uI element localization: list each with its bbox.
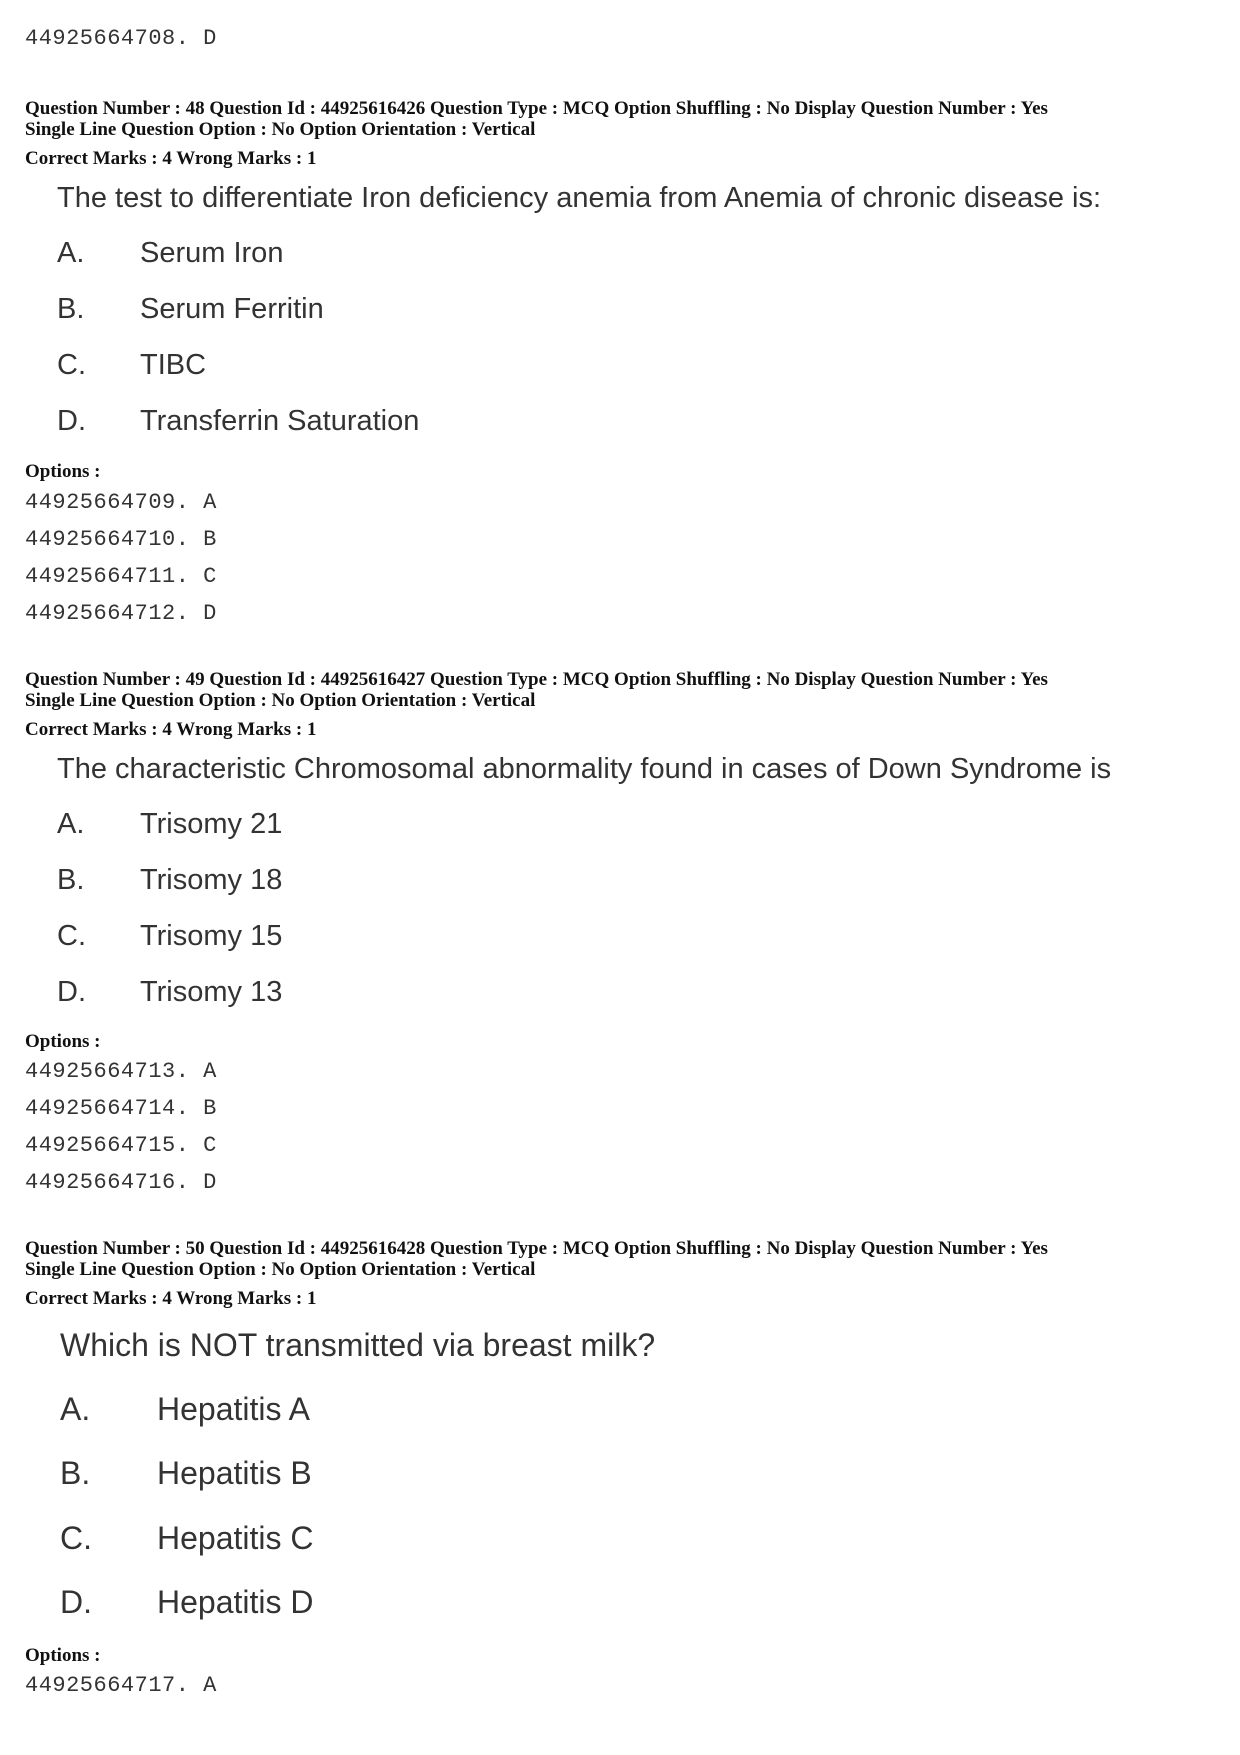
options-label: Options :	[25, 1031, 101, 1052]
choice-letter: C.	[60, 1520, 92, 1556]
option-id: 44925664714. B	[25, 1096, 217, 1121]
question-meta-line1: Question Number : 50 Question Id : 44925616428 Question Type : MCQ Option Shuffling : No Display Question Number : Yes	[25, 1238, 1048, 1259]
question-marks: Correct Marks : 4 Wrong Marks : 1	[25, 148, 317, 169]
choice-letter: D.	[57, 976, 86, 1008]
option-id: 44925664713. A	[25, 1059, 217, 1084]
choice-letter: B.	[57, 293, 85, 325]
choice-text: Hepatitis C	[157, 1520, 314, 1556]
choice-letter: C.	[57, 349, 86, 381]
option-id: 44925664712. D	[25, 601, 217, 626]
choice-letter: B.	[60, 1455, 91, 1491]
question-meta-line2: Single Line Question Option : No Option Orientation : Vertical	[25, 1259, 536, 1280]
choice-text: Hepatitis B	[157, 1455, 312, 1491]
question-meta-line2: Single Line Question Option : No Option Orientation : Vertical	[25, 690, 536, 711]
choice-text: Serum Ferritin	[140, 293, 324, 325]
choice-letter: A.	[57, 808, 85, 840]
choice-letter: D.	[57, 405, 86, 437]
question-text: Which is NOT transmitted via breast milk?	[60, 1327, 656, 1363]
option-id: 44925664716. D	[25, 1170, 217, 1195]
option-id: 44925664709. A	[25, 490, 217, 515]
option-id: 44925664717. A	[25, 1673, 217, 1698]
choice-letter: B.	[57, 864, 85, 896]
options-label: Options :	[25, 461, 101, 482]
choice-text: Serum Iron	[140, 237, 284, 269]
question-marks: Correct Marks : 4 Wrong Marks : 1	[25, 719, 317, 740]
choice-letter: A.	[57, 237, 85, 269]
choice-text: TIBC	[140, 349, 207, 381]
choice-text: Hepatitis A	[157, 1391, 310, 1427]
question-text: The test to differentiate Iron deficiency anemia from Anemia of chronic disease is:	[57, 182, 1101, 214]
option-id: 44925664710. B	[25, 527, 217, 552]
question-meta-line1: Question Number : 49 Question Id : 44925616427 Question Type : MCQ Option Shuffling : No Display Question Number : Yes	[25, 669, 1048, 690]
choice-text: Trisomy 15	[140, 920, 283, 952]
question-text: The characteristic Chromosomal abnormality found in cases of Down Syndrome is	[57, 753, 1112, 785]
option-id: 44925664715. C	[25, 1133, 217, 1158]
options-label: Options :	[25, 1645, 101, 1666]
choice-letter: A.	[60, 1391, 91, 1427]
choice-text: Hepatitis D	[157, 1584, 314, 1620]
choice-text: Trisomy 18	[140, 864, 283, 896]
choice-text: Trisomy 21	[140, 808, 283, 840]
question-marks: Correct Marks : 4 Wrong Marks : 1	[25, 1288, 317, 1309]
choice-letter: D.	[60, 1584, 92, 1620]
choice-text: Transferrin Saturation	[140, 405, 420, 437]
option-id: 44925664708. D	[25, 26, 217, 51]
question-meta-line2: Single Line Question Option : No Option Orientation : Vertical	[25, 119, 536, 140]
choice-letter: C.	[57, 920, 86, 952]
option-id: 44925664711. C	[25, 564, 217, 589]
choice-text: Trisomy 13	[140, 976, 283, 1008]
question-meta-line1: Question Number : 48 Question Id : 44925616426 Question Type : MCQ Option Shuffling : No Display Question Number : Yes	[25, 98, 1048, 119]
